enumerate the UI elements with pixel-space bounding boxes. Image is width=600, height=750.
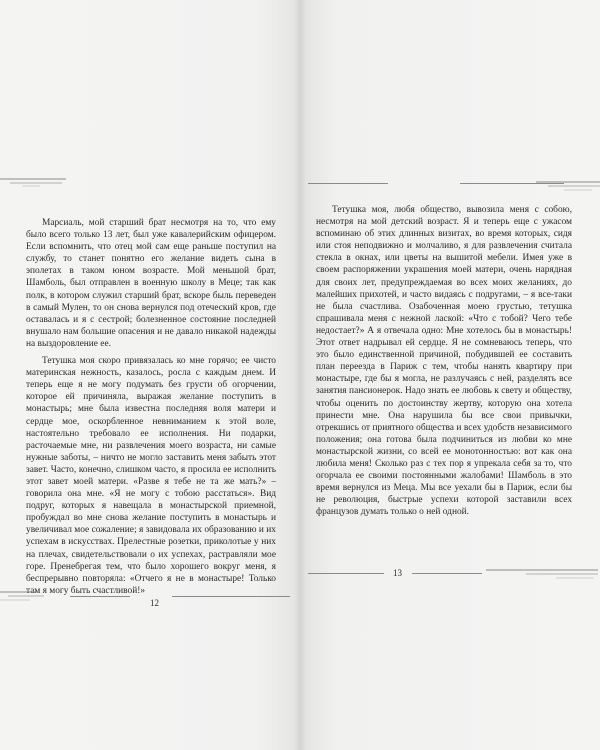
- header-rule-left: [308, 183, 388, 184]
- paragraph: Марсиаль, мой старший брат несмотря на то, что ему было всего только 13 лет, был уже кавалерийским офицером. Если вспомнить, что отец мой сам еще раньше поступил на службу, то станет понятно его желание видеть сына в эполетах в таком юном возрасте. Мой меньшой брат, Шамболь, был отправлен в военную школу в Меце; так как полк, в котором служил старший брат, вскоре быль переведен в самый Мулен, то он снова вернулся под отеческий кров, где оставалась и я с сестрой; болезненное состояние последней внушало нам большие опасения и не давало никакой надежды на выздоровление ее.: [26, 218, 276, 349]
- footer-rule-left: [308, 573, 384, 574]
- bottom-ornament-left: [0, 588, 80, 606]
- right-page-text: [316, 204, 572, 518]
- page-number: 13: [393, 568, 402, 578]
- right-page: [300, 0, 600, 750]
- top-ornament-right: [528, 178, 600, 192]
- bottom-ornament-right: [486, 566, 600, 582]
- left-page-text: [26, 217, 276, 597]
- book-gutter: [294, 0, 306, 750]
- top-ornament-left: [0, 176, 70, 188]
- footer-rule-middle: [412, 573, 482, 574]
- footer-rule-right: [172, 596, 290, 597]
- paragraph: Тетушка моя, любя общество, вывозила меня с собою, несмотря на мой детский возраст. Я и теперь еще с ужасом вспоминаю об этих длинных визитах, во время которых, сидя или стоя неподвижно и молчаливо, я для развлечения считала стекла в окнах, или цветы на вышитой мебели. Имея уже в своем распоряжении украшения моей матери, очень нарядная для своих лет, предупреждаемая во всех моих желаниях, до малейших прихотей, и часто видаясь с подругами, – я все-таки не была счастлива. Озабоченная моею грустью, тетушка спрашивала меня с нежной лаской: «Что с тобой? Чего тебе недостает?» А я отвечала одно: Мне хотелось бы в монастырь! Этот ответ надрывал ей сердце. Я не сомневаюсь теперь, что это было единственной причиной, побудившей ее составить план переезда в Париж с тем, чтобы нанять квартиру при монастыре, где бы я могла, не разлучаясь с ней, разделять все занятия пансионерок. Надо знать ее любовь к свету и обществу, чтобы оценить по достоинству жертву, которую она хотела принести мне. Она нарушила бы все свои привычки, отрекшись от приятного общества и всех удобств независимого положения; она готова была подчиниться из любви ко мне монастырской жизни, со всей ее монотонностью: вот как она любила меня! Сколько раз с тех пор я упрекала себя за то, что огорчала ее своими постоянными жалобами! Шамболь в это время вернулся из Меца. Мы все уехали бы в Париж, если бы не революция, быстрые успехи которой заставили всех французов думать только о ней одной.: [316, 205, 572, 518]
- paragraph: Тетушка моя скоро привязалась ко мне горячо; ее чисто материнская нежность, казалось, росла с каждым днем. И теперь еще я не могу подумать без грусти об огорчении, которое ей причиняла, выражая желание поступить в монастырь; мне была известна последняя воля матери и сердце мое, оскорбленное невниманием к этой воле, настоятельно требовало ее исполнения. Ни подарки, расточаемые мне, ни развлечения моего возраста, ни самые нужные заботы, – ничто не могло заставить меня забыть этот завет. Часто, конечно, слишком часто, я просила ее исполнить этот завет моей матери. «Разве я тебе не та же мать?» – говорила она мне. «Я не могу с тобою расстаться». Вид подруг, которых я навещала в монастырской приемной, пробуждал во мне снова желание поступить в монастырь и увеличивал мое сожаление; я завидовала их образованию и их успехам в искусствах. Прелестные розетки, приколотые у них на плечах, свидетельствовали о их успехах, растравляли мое горе. Пренебрегая тем, что было хорошего вокруг меня, я беспрерывно повторяла: «Отчего я не в монастыре! Только там я могу быть счастливой!»: [26, 356, 276, 596]
- page-number: 12: [150, 598, 159, 608]
- footer-rule-left: [70, 596, 130, 597]
